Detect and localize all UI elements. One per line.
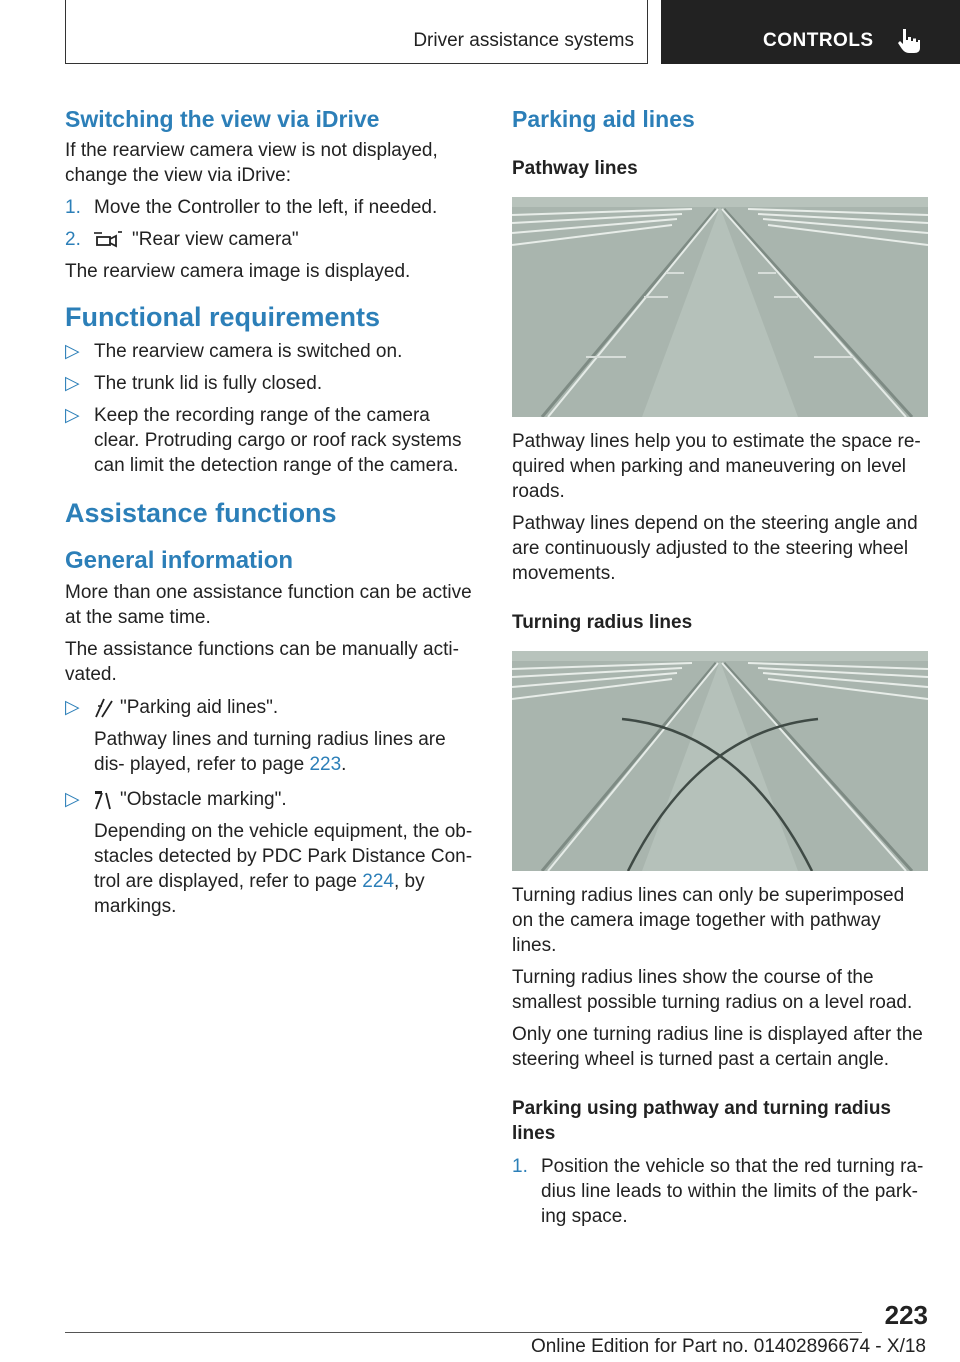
- list-item: [65, 339, 480, 364]
- step-text: Move the Controller to the left, if needed.: [94, 197, 438, 218]
- switch-view-heading: Switching the view via iDrive: [65, 106, 380, 132]
- parking-aid-lines-icon: [94, 697, 114, 719]
- turning-radius-heading: Turning radius lines: [512, 612, 693, 633]
- page-number: 223: [884, 1300, 928, 1330]
- header-chapter-title: CONTROLS: [763, 30, 874, 51]
- general-information-heading: General information: [65, 547, 294, 574]
- turning-paragraph: Turning radius lines show the course of the smallest possible turning radius on a level road.: [512, 967, 913, 1013]
- general-info-paragraph: The assistance functions can be manually acti‐ vated.: [65, 639, 459, 685]
- function-desc-text: Pathway lines and turning radius lines are dis‐ played, refer to page: [94, 729, 446, 775]
- pathway-lines-image: [512, 197, 928, 417]
- step-text: "Rear view camera": [132, 229, 299, 250]
- step-number: 1.: [512, 1156, 528, 1177]
- requirement-text: The rearview camera is switched on.: [94, 341, 403, 362]
- requirement-text: Keep the recording range of the camera clear. Protruding cargo or roof rack systems can limit the detection range of the camera.: [94, 405, 462, 476]
- list-item: [512, 1154, 930, 1229]
- bullet-triangle-icon: ▷: [65, 373, 80, 394]
- turning-paragraph: Only one turning radius line is displayed after the steering wheel is turned past a certain angle.: [512, 1024, 923, 1070]
- left-column: [65, 104, 480, 919]
- parking-aid-lines-heading: Parking aid lines: [512, 106, 695, 132]
- switch-view-result: The rearview camera image is displayed.: [65, 261, 411, 282]
- page-link[interactable]: 223: [309, 754, 342, 775]
- list-item: [65, 695, 480, 777]
- function-desc-end: , by markings.: [94, 871, 425, 917]
- function-desc-end: .: [341, 754, 347, 775]
- switch-view-intro: If the rearview camera view is not displayed, change the view via iDrive:: [65, 140, 438, 186]
- bullet-triangle-icon: ▷: [65, 697, 80, 718]
- functional-requirements-heading: Functional requirements: [65, 302, 381, 332]
- obstacle-marking-icon: [94, 789, 114, 811]
- function-label: "Obstacle marking".: [120, 789, 287, 810]
- right-column: [512, 104, 930, 1229]
- footer-edition: Online Edition for Part no. 01402896674 - X/18: [530, 1336, 926, 1357]
- bullet-triangle-icon: ▷: [65, 405, 80, 426]
- page-link[interactable]: 224: [362, 871, 394, 892]
- header-section-box: [65, 0, 648, 64]
- list-item: [65, 371, 480, 396]
- pointing-hand-icon: [897, 27, 923, 55]
- turning-paragraph: Turning radius lines can only be superimposed on the camera image together with pathway lines.: [512, 885, 905, 956]
- footer-divider: [65, 1332, 862, 1333]
- pathway-paragraph: Pathway lines depend on the steering angle and are continuously adjusted to the steering wheel movements.: [512, 513, 918, 584]
- function-desc-text: Depending on the vehicle equipment, the ob‐ stacles detected by PDC Park Distance Con‐ trol are displayed, refer to page: [94, 821, 473, 892]
- list-item: [65, 403, 480, 478]
- parking-using-lines-heading: Parking using pathway and turning radius lines: [512, 1098, 891, 1144]
- bullet-triangle-icon: ▷: [65, 341, 80, 362]
- pathway-paragraph: Pathway lines help you to estimate the space re‐ quired when parking and maneuvering on level roads.: [512, 431, 921, 502]
- general-info-paragraph: More than one assistance function can be active at the same time.: [65, 582, 472, 628]
- assistance-functions-heading: Assistance functions: [65, 498, 337, 528]
- list-item: [65, 787, 480, 919]
- step-number: 2.: [65, 229, 81, 250]
- header-section-title: Driver assistance systems: [413, 30, 634, 51]
- step-number: 1.: [65, 197, 81, 218]
- requirement-text: The trunk lid is fully closed.: [94, 373, 323, 394]
- function-description: [94, 727, 480, 777]
- pathway-lines-heading: Pathway lines: [512, 158, 638, 179]
- step-text: Position the vehicle so that the red turning ra‐ dius line leads to within the limits of the park‐ ing space.: [541, 1156, 924, 1227]
- function-description: [94, 819, 480, 919]
- header-chapter-box: [661, 0, 960, 64]
- function-label: "Parking aid lines".: [120, 697, 279, 718]
- list-item: [65, 227, 480, 252]
- turning-radius-image: [512, 651, 928, 871]
- list-item: [65, 195, 480, 220]
- rear-view-camera-icon: [94, 230, 124, 250]
- bullet-triangle-icon: ▷: [65, 789, 80, 810]
